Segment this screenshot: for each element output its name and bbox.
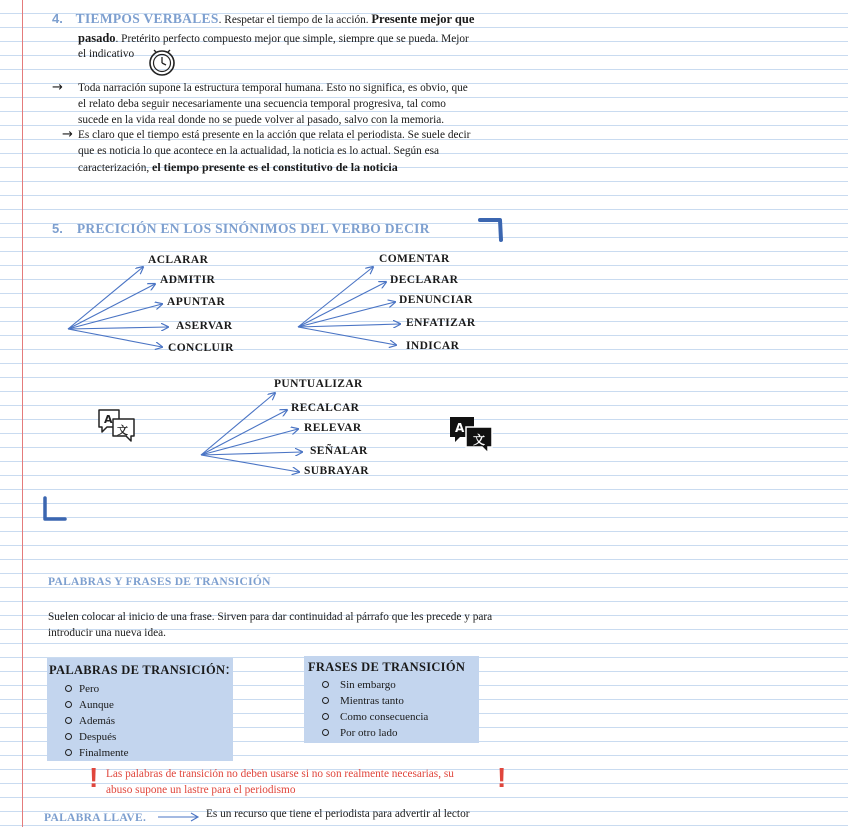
arrow-relevar: [201, 429, 298, 455]
verb-declarar: DECLARAR: [390, 274, 459, 286]
arrow-indicar: [298, 327, 396, 345]
verb-indicar: INDICAR: [406, 340, 460, 352]
arrow-apuntar: [68, 304, 162, 329]
transition-words-colon: :: [225, 661, 230, 678]
transition-desc-line: Suelen colocar al inicio de una frase. Sirven para dar continuidad al párrafo que les precede y para: [48, 611, 493, 623]
transition-warning: [106, 766, 454, 798]
arrow-enfatizar: [298, 324, 400, 327]
transition-phrase-item: Mientras tanto: [304, 693, 479, 709]
bullet-2-last-plain: caracterización,: [78, 162, 152, 174]
bullet-2-line: que es noticia lo que acontece en la actualidad, la noticia es lo actual. Según esa: [78, 145, 440, 157]
arrow-aclarar: [68, 267, 143, 329]
verb-concluir: CONCLUIR: [168, 342, 234, 354]
section-4-title: TIEMPOS VERBALES: [75, 11, 219, 26]
verb-recalcar: RECALCAR: [291, 402, 360, 414]
verb-aservar: ASERVAR: [176, 320, 233, 332]
translate-glyph-a: A: [104, 413, 113, 426]
arrow-concluir: [68, 329, 162, 347]
translate-glyph-zh: 文: [473, 433, 486, 447]
transition-word-item: Aunque: [47, 697, 233, 713]
arrow-aservar: [68, 327, 168, 329]
transition-word-item: Finalmente: [47, 745, 233, 761]
bullet-2-line: Es claro que el tiempo está presente en la acción que relata el periodista. Se suele decir: [78, 129, 471, 141]
transition-word-item: Pero: [47, 681, 233, 697]
section-5-title: PRECICIÓN EN LOS SINÓNIMOS DEL VERBO DECIR: [76, 221, 430, 236]
verb-enfatizar: ENFATIZAR: [406, 317, 476, 329]
section-4-intro-bold-a: Presente mejor que: [371, 12, 475, 26]
arrow-puntualizar: [201, 393, 275, 455]
bullet-1-line: el relato deba seguir necesariamente una secuencia temporal progresiva, tal como: [78, 98, 446, 110]
transition-word-item: Además: [47, 713, 233, 729]
transition-desc-line: introducir una nueva idea.: [48, 627, 166, 639]
verb-admitir: ADMITIR: [160, 274, 216, 286]
transition-phrase-item: Como consecuencia: [304, 709, 479, 725]
verb-senalar: SEÑALAR: [310, 445, 368, 457]
translate-icon: [96, 407, 138, 443]
transition-phrases-title: FRASES DE TRANSICIÓN: [308, 660, 466, 674]
translate-glyph-a: A: [455, 421, 465, 435]
transition-phrase-item: Sin embargo: [304, 677, 479, 693]
bullet-1-line: Toda narración supone la estructura temporal humana. Esto no significa, es obvio, que: [78, 82, 468, 94]
section-4-number: 4.: [52, 11, 63, 26]
verb-relevar: RELEVAR: [304, 422, 362, 434]
transition-words-title: PALABRAS DE TRANSICIÓN: [49, 663, 226, 677]
arrow-comentar: [298, 267, 373, 327]
arrow-recalcar: [201, 410, 287, 455]
verb-puntualizar: PUNTUALIZAR: [274, 378, 363, 390]
translate-filled-icon: [448, 415, 494, 455]
palabra-llave-text: Es un recurso que tiene el periodista para advertir al lector: [206, 808, 470, 820]
transition-words-box: [47, 658, 233, 761]
section-4-intro-a: . Respetar el tiempo de la acción.: [218, 14, 372, 26]
transition-phrase-item: Por otro lado: [304, 725, 479, 741]
exclamation-icon: !: [497, 762, 507, 793]
exclamation-icon: !: [89, 762, 99, 793]
palabra-llave-arrow-icon: [157, 812, 201, 822]
section-4-intro-b: . Pretérito perfecto compuesto mejor que simple, siempre que se pueda. Mejor: [115, 33, 469, 45]
section-4-intro-bold-b: pasado: [78, 31, 116, 45]
bullet-arrow-icon: →: [62, 127, 73, 142]
transition-word-item: Después: [47, 729, 233, 745]
transition-phrases-box: [304, 656, 479, 743]
verb-denunciar: DENUNCIAR: [399, 294, 473, 306]
transition-description: [48, 609, 492, 641]
translate-glyph-zh: 文: [117, 424, 128, 437]
verb-subrayar: SUBRAYAR: [304, 465, 369, 477]
arrow-admitir: [68, 284, 155, 329]
verb-comentar: COMENTAR: [379, 253, 450, 265]
verb-aclarar: ACLARAR: [148, 254, 209, 266]
verb-apuntar: APUNTAR: [167, 296, 226, 308]
bullet-1-line: sucede en la vida real donde no se puede volver al pasado, salvo con la memoria.: [78, 114, 445, 126]
arrow-denunciar: [298, 302, 395, 327]
section-5-number: 5.: [52, 221, 63, 236]
transition-heading: PALABRAS Y FRASES DE TRANSICIÓN: [48, 576, 271, 588]
bullet-2-last-bold: el tiempo presente es el constitutivo de la noticia: [152, 160, 398, 174]
palabra-llave-label: PALABRA LLAVE.: [44, 812, 147, 824]
warning-line: abuso supone un lastre para el periodismo: [106, 784, 296, 796]
arrow-senalar: [201, 452, 302, 455]
bullet-arrow-icon: →: [52, 80, 63, 95]
arrow-declarar: [298, 282, 386, 327]
warning-line: Las palabras de transición no deben usarse si no son realmente necesarias, su: [106, 768, 454, 780]
arrow-subrayar: [201, 455, 299, 472]
section-4-intro-c: el indicativo: [78, 48, 135, 60]
